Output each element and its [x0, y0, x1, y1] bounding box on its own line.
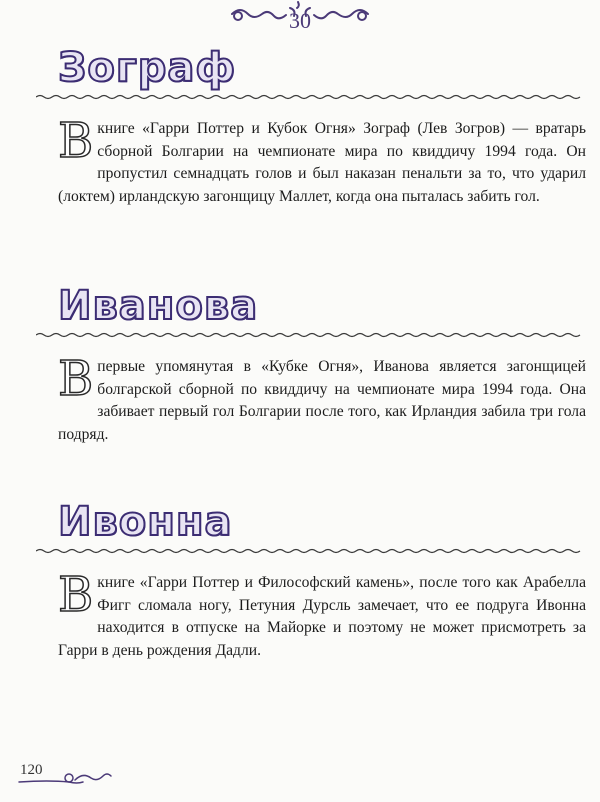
entry-body-text: первые упомянутая в «Кубке Огня», Иванова является загонщицей болгарской сборной по квиддичу на чемпионате мира 1994 года. Она забивает первый гол Болгарии после того, как Ирландия забила три гола подряд.: [58, 358, 586, 443]
entry-title: Ивонна: [58, 499, 233, 545]
entry-title: Зограф: [58, 45, 237, 91]
entry-text: [58, 351, 586, 446]
entry-text: [58, 113, 586, 208]
entry-body-text: книге «Гарри Поттер и Кубок Огня» Зограф (Лев Зогров) — вратарь сборной Болгарии на чемпионате мира по квиддичу 1994 года. Он пропустил семнадцать голов и был наказан пенальти за то, что ударил (локтем) ирландскую загонщицу Маллет, когда она пыталась забить гол.: [58, 120, 586, 205]
entry-ivonna: [38, 498, 586, 662]
entry-zograf: [38, 44, 586, 208]
dropcap: В: [58, 113, 94, 169]
entry-text: [58, 567, 586, 662]
divider-line: [36, 92, 591, 102]
entry-ivanova: [38, 282, 586, 446]
dropcap: В: [58, 567, 94, 623]
divider-line: [36, 330, 591, 340]
chapter-number: 30: [289, 8, 311, 33]
dropcap: В: [58, 351, 94, 407]
page-number: 120: [20, 762, 43, 778]
entry-body-text: книге «Гарри Поттер и Философский камень», после того как Арабелла Фигг сломала ногу, Петуния Дурсль замечает, что ее подруга Ивонна находится в отпуске на Майорке и поэтому не может присмотреть за Гарри в день рождения Дадли.: [58, 574, 586, 659]
divider-line: [36, 546, 591, 556]
entry-title: Иванова: [58, 283, 259, 329]
